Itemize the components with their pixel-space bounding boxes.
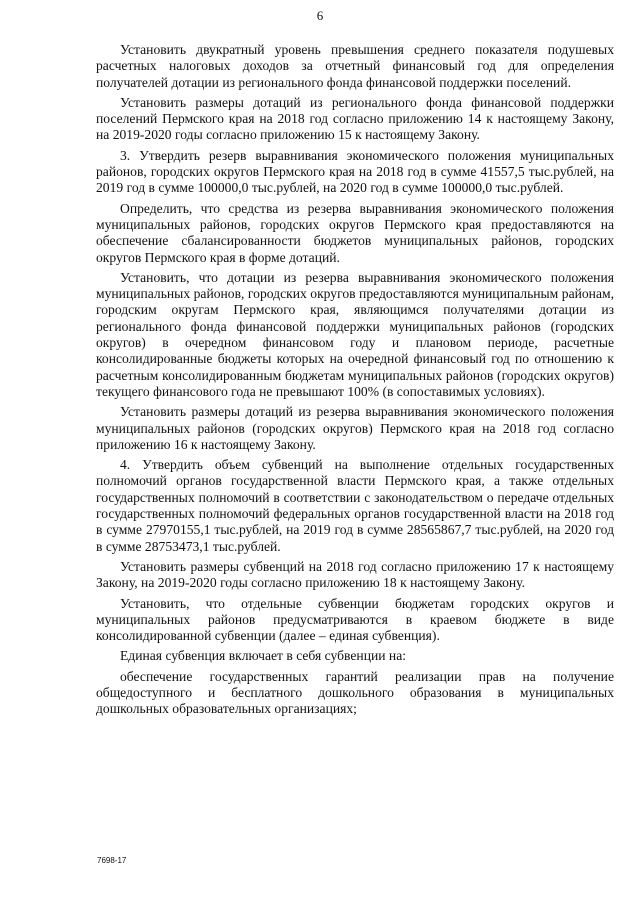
- paragraph: Установить двукратный уровень превышения среднего показателя подушевых расчетных налоговых доходов за отчетный финансовый год для определения получателей дотации из регионального фонда финансовой поддержки поселений.: [96, 42, 614, 90]
- document-code: 7698-17: [97, 856, 127, 865]
- paragraph: Установить, что отдельные субвенции бюджетам городских округов и муниципальных районов предусматриваются в краевом бюджете в виде консолидированной субвенции (далее – единая субвенция).: [96, 595, 614, 644]
- paragraph: Определить, что средства из резерва выравнивания экономического положения муниципальных районов, городских округов Пермского края предоставляются на обеспечение сбалансированности бюджетов муниципальных районов, городских округов Пермского края в форме дотаций.: [96, 200, 614, 265]
- paragraph: Установить размеры субвенций на 2018 год согласно приложению 17 к настоящему Закону, на 2019-2020 годы согласно приложению 18 к настоящему Закону.: [96, 558, 614, 591]
- page-number: 6: [316, 8, 324, 23]
- paragraph: обеспечение государственных гарантий реализации прав на получение общедоступного и бесплатного дошкольного образования в муниципальных дошкольных образовательных организациях;: [96, 668, 614, 717]
- paragraph: Установить размеры дотаций из резерва выравнивания экономического положения муниципальных районов (городских округов) Пермского края на 2018 год согласно приложению 16 к настоящему Закону.: [96, 404, 614, 452]
- paragraph: Установить размеры дотаций из регионального фонда финансовой поддержки поселений Пермского края на 2018 год согласно приложению 14 к настоящему Закону, на 2019-2020 годы согласно приложению 15 к настоящему Закону.: [96, 94, 614, 143]
- document-body: [96, 42, 614, 722]
- paragraph: 3. Утвердить резерв выравнивания экономического положения муниципальных районов, городских округов Пермского края на 2018 год в сумме 41557,5 тыс.рублей, на 2019 год в сумме 100000,0 тыс.рублей, на 2020 год в сумме 100000,0 тыс.рублей.: [96, 147, 614, 196]
- paragraph: Единая субвенция включает в себя субвенции на:: [120, 648, 406, 664]
- paragraph: 4. Утвердить объем субвенций на выполнение отдельных государственных полномочий органов государственной власти Пермского края, а также отдельных государственных полномочий в соответствии с законодательством о передаче отдельных государственных полномочий федеральных органов государственной власти на 2018 год в сумме 27970155,1 тыс.рублей, на 2019 год в сумме 28565867,7 тыс.рублей, на 2020 год в сумме 28753473,1 тыс.рублей.: [96, 457, 614, 554]
- paragraph: Установить, что дотации из резерва выравнивания экономического положения муниципальных районов, городских округов предоставляются муниципальным районам, городским округам Пермского края, являющимся получателями дотации из регионального фонда финансовой поддержки муниципальных районов (городских округов) в очередном финансовом году и плановом периоде, расчетные консолидированные бюджеты которых на очередной финансовый год по отношению к расчетным консолидированным бюджетам муниципальных районов (городских округов) текущего финансового года не превышают 100% (в сопоставимых условиях).: [96, 269, 614, 399]
